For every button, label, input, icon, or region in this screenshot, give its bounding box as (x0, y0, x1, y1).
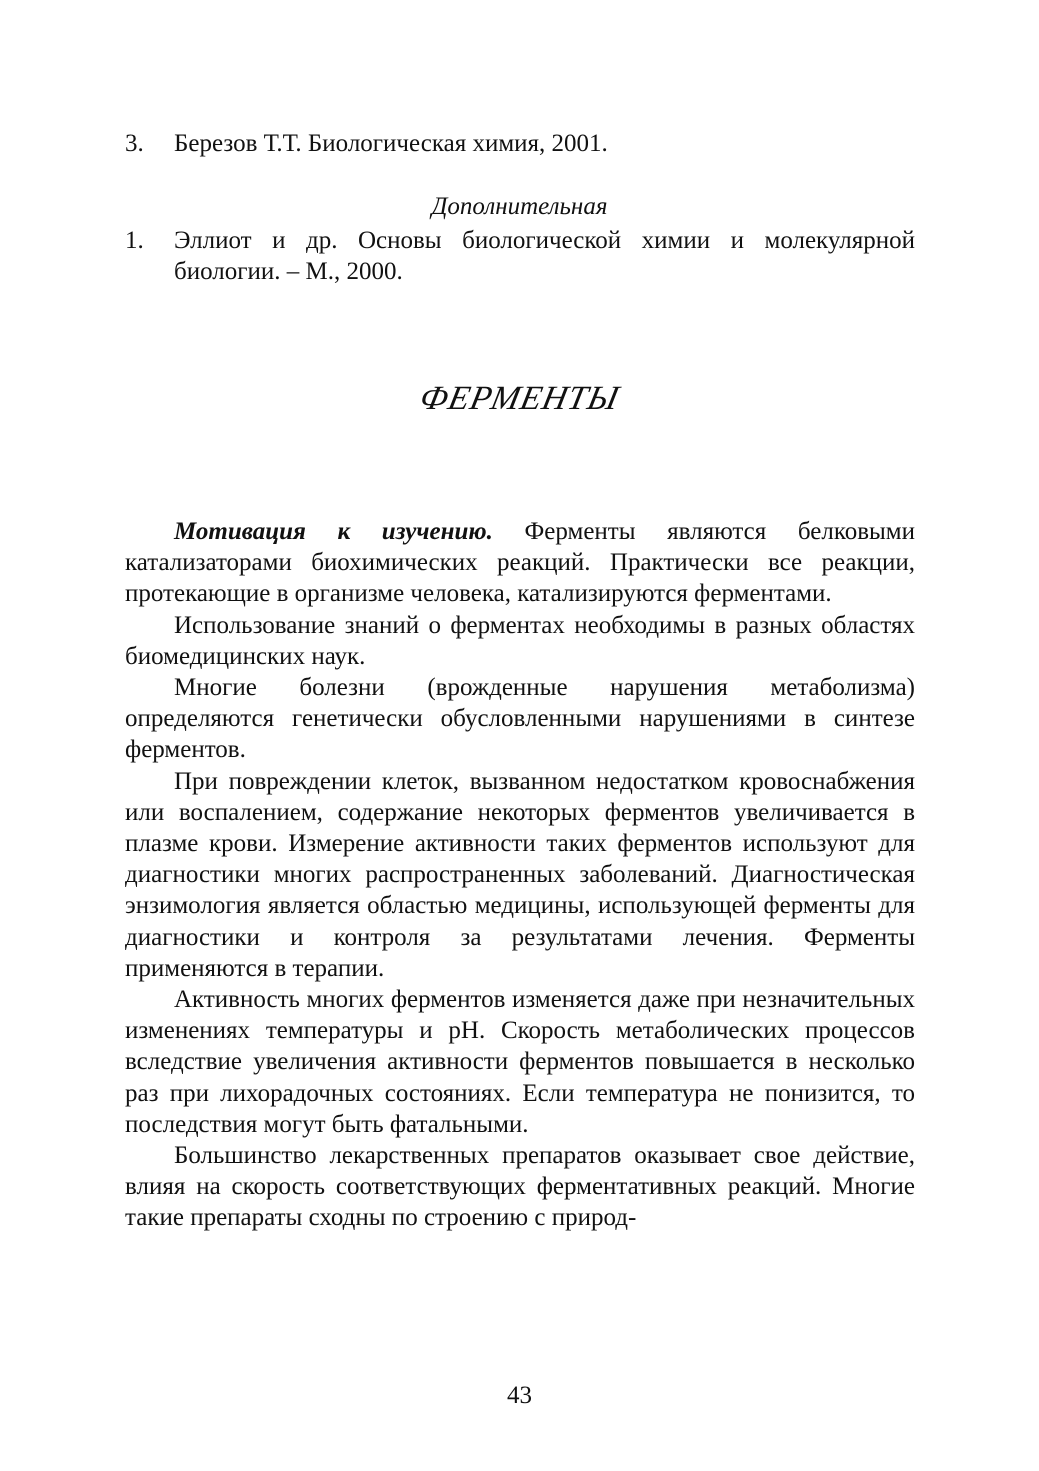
paragraph-text: Ферменты являются белковыми катализаторами биохимических реакций. Практически все реакции, протекающие в организме человека, катализируются ферментами. (125, 518, 916, 608)
reference-text: Березов Т.Т. Биологическая химия, 2001. (174, 130, 608, 157)
reference-text: Эллиот и др. Основы биологической химии и молекулярной биологии. – М., 2000. (174, 227, 915, 285)
reference-item-additional-1 (125, 225, 915, 287)
reference-number: 3. (125, 130, 144, 157)
paragraph: Активность многих ферментов изменяется даже при незначительных изменениях температуры и pH. Скорость метаболических процессов вследствие увеличения активности ферментов повышается в несколько раз при лихорадочных состояниях. Если температура не понизится, то последствия могут быть фатальными. (125, 986, 915, 1138)
paragraph: Использование знаний о ферментах необходимы в разных областях биомедицинских наук. (125, 611, 915, 670)
body-text (125, 516, 915, 1234)
reference-item-main-3 (125, 128, 915, 159)
page-number: 43 (507, 1382, 532, 1409)
chapter-title: ФЕРМЕНТЫ (416, 380, 623, 417)
paragraph-motivation (125, 516, 915, 610)
reference-number: 1. (125, 227, 144, 254)
paragraph-lead: Мотивация к изучению. (174, 518, 493, 545)
paragraph: Многие болезни (врожденные нарушения метаболизма) определяются генетически обусловленными нарушениями в синтезе ферментов. (125, 674, 915, 764)
paragraph: При повреждении клеток, вызванном недостатком кровоснабжения или воспалением, содержание некоторых ферментов увеличивается в плазме крови. Измерение активности таких ферментов используют для диагностики многих распространенных заболеваний. Диагностическая энзимология является областью медицины, использующей ферменты для диагностики и контроля за результатами лечения. Ферменты применяются в терапии. (125, 767, 915, 982)
additional-references-heading: Дополнительная (431, 193, 608, 220)
paragraph: Большинство лекарственных препаратов оказывает свое действие, влияя на скорость соответствующих ферментативных реакций. Многие такие препараты сходны по строению с природ- (125, 1142, 915, 1232)
